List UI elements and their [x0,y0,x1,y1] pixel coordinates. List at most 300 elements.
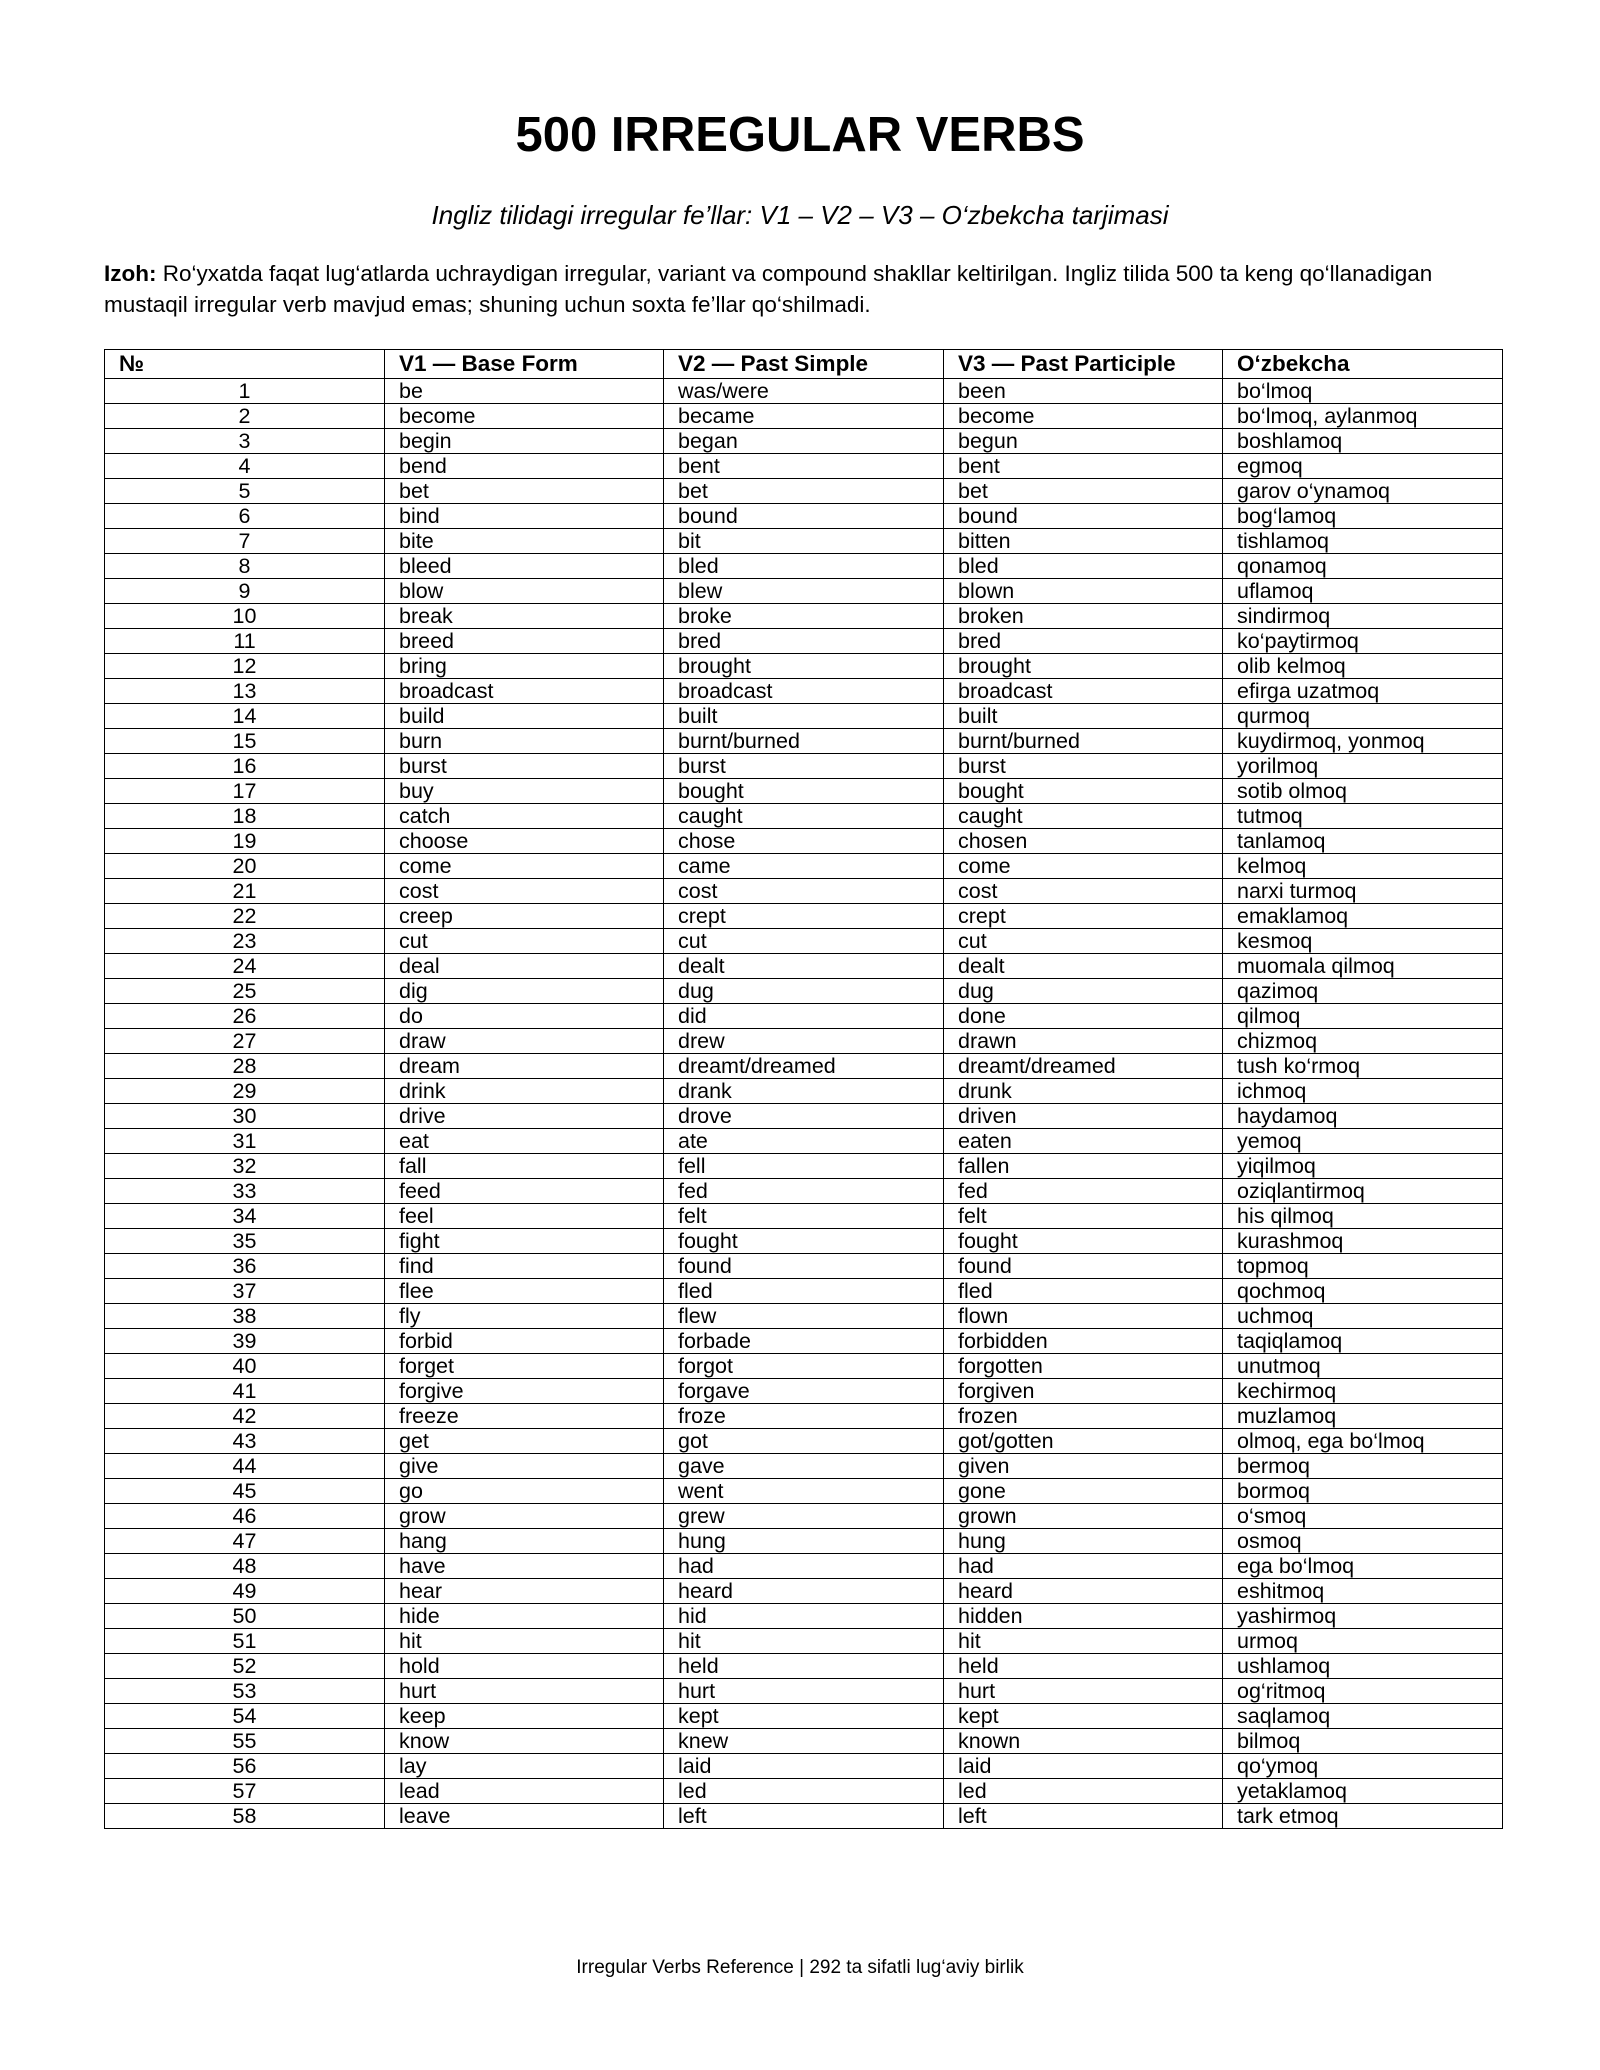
page-subtitle: Ingliz tilidagi irregular fe’llar: V1 – V2 – V3 – O‘zbekcha tarjimasi [431,200,1169,230]
table-row [105,779,1503,804]
cell-v3: cut [944,929,1223,954]
cell-number: 42 [105,1404,385,1429]
cell-v2: bent [664,454,944,479]
table-row [105,704,1503,729]
cell-number: 48 [105,1554,385,1579]
cell-v1: burn [385,729,664,754]
cell-uzbek: garov o‘ynamoq [1223,479,1503,504]
cell-number: 49 [105,1579,385,1604]
cell-number: 22 [105,904,385,929]
cell-uzbek: bo‘lmoq [1223,379,1503,404]
cell-v3: fought [944,1229,1223,1254]
cell-uzbek: ichmoq [1223,1079,1503,1104]
cell-uzbek: taqiqlamoq [1223,1329,1503,1354]
table-row [105,654,1503,679]
table-row [105,1704,1503,1729]
cell-uzbek: yashirmoq [1223,1604,1503,1629]
cell-uzbek: egmoq [1223,454,1503,479]
table-row [105,1629,1503,1654]
cell-v2: fed [664,1179,944,1204]
cell-number: 21 [105,879,385,904]
table-row [105,1679,1503,1704]
table-row [105,1129,1503,1154]
cell-v1: drink [385,1079,664,1104]
cell-v2: broke [664,604,944,629]
cell-v3: become [944,404,1223,429]
cell-v2: laid [664,1754,944,1779]
cell-v3: bet [944,479,1223,504]
cell-v2: dreamt/dreamed [664,1054,944,1079]
cell-uzbek: ko‘paytirmoq [1223,629,1503,654]
cell-v1: leave [385,1804,664,1829]
cell-v1: breed [385,629,664,654]
cell-uzbek: boshlamoq [1223,429,1503,454]
cell-v1: forbid [385,1329,664,1354]
cell-v2: burnt/burned [664,729,944,754]
cell-v1: begin [385,429,664,454]
cell-v1: hit [385,1629,664,1654]
cell-number: 9 [105,579,385,604]
note-text: Ro‘yxatda faqat lug‘atlarda uchraydigan irregular, variant va compound shakllar keltirilgan. Ingliz tilida 500 ta keng qo‘llanadigan mustaqil irregular verb mavjud emas; shuning uchun soxta fe’llar qo‘shilmadi. [104,261,1433,317]
cell-v2: froze [664,1404,944,1429]
cell-v3: hung [944,1529,1223,1554]
cell-uzbek: yetaklamoq [1223,1779,1503,1804]
cell-v1: cut [385,929,664,954]
cell-number: 15 [105,729,385,754]
cell-v3: built [944,704,1223,729]
header-v3: V3 — Past Participle [944,350,1223,379]
cell-v1: build [385,704,664,729]
cell-number: 46 [105,1504,385,1529]
cell-v1: keep [385,1704,664,1729]
cell-uzbek: tanlamoq [1223,829,1503,854]
cell-v3: forgotten [944,1354,1223,1379]
cell-v3: bent [944,454,1223,479]
cell-v3: hidden [944,1604,1223,1629]
cell-v3: had [944,1554,1223,1579]
cell-v2: heard [664,1579,944,1604]
cell-number: 11 [105,629,385,654]
cell-number: 31 [105,1129,385,1154]
cell-v3: bought [944,779,1223,804]
cell-v3: caught [944,804,1223,829]
cell-number: 16 [105,754,385,779]
cell-v3: driven [944,1104,1223,1129]
cell-v2: got [664,1429,944,1454]
table-row [105,1454,1503,1479]
cell-v3: cost [944,879,1223,904]
cell-number: 39 [105,1329,385,1354]
cell-uzbek: eshitmoq [1223,1579,1503,1604]
table-row [105,1529,1503,1554]
cell-v3: led [944,1779,1223,1804]
cell-number: 4 [105,454,385,479]
cell-v3: crept [944,904,1223,929]
cell-v1: hide [385,1604,664,1629]
cell-v3: done [944,1004,1223,1029]
cell-number: 8 [105,554,385,579]
cell-uzbek: ega bo‘lmoq [1223,1554,1503,1579]
cell-v2: fought [664,1229,944,1254]
cell-number: 2 [105,404,385,429]
cell-uzbek: chizmoq [1223,1029,1503,1054]
cell-number: 35 [105,1229,385,1254]
cell-number: 19 [105,829,385,854]
cell-number: 54 [105,1704,385,1729]
cell-v3: broken [944,604,1223,629]
cell-uzbek: og‘ritmoq [1223,1679,1503,1704]
cell-v3: eaten [944,1129,1223,1154]
table-row [105,404,1503,429]
cell-number: 24 [105,954,385,979]
cell-v1: get [385,1429,664,1454]
cell-number: 13 [105,679,385,704]
cell-uzbek: qonamoq [1223,554,1503,579]
cell-v2: bit [664,529,944,554]
table-row [105,1404,1503,1429]
cell-v1: be [385,379,664,404]
verbs-table [104,349,1503,1829]
cell-uzbek: yemoq [1223,1129,1503,1154]
cell-v2: hit [664,1629,944,1654]
cell-v1: find [385,1254,664,1279]
page-title: 500 IRREGULAR VERBS [515,108,1085,162]
cell-v3: held [944,1654,1223,1679]
table-row [105,1504,1503,1529]
table-row [105,1304,1503,1329]
cell-uzbek: yorilmoq [1223,754,1503,779]
cell-uzbek: haydamoq [1223,1104,1503,1129]
cell-uzbek: urmoq [1223,1629,1503,1654]
cell-v3: felt [944,1204,1223,1229]
cell-number: 51 [105,1629,385,1654]
table-row [105,1554,1503,1579]
cell-uzbek: olmoq, ega bo‘lmoq [1223,1429,1503,1454]
cell-uzbek: tush ko‘rmoq [1223,1054,1503,1079]
cell-v1: bend [385,454,664,479]
cell-v1: hold [385,1654,664,1679]
cell-v2: grew [664,1504,944,1529]
cell-v2: hurt [664,1679,944,1704]
cell-number: 30 [105,1104,385,1129]
cell-v1: bind [385,504,664,529]
cell-v2: became [664,404,944,429]
table-row [105,1379,1503,1404]
cell-v2: held [664,1654,944,1679]
cell-uzbek: qazimoq [1223,979,1503,1004]
table-row [105,854,1503,879]
table-body [105,379,1503,1829]
cell-uzbek: tishlamoq [1223,529,1503,554]
cell-v2: went [664,1479,944,1504]
cell-v1: draw [385,1029,664,1054]
cell-uzbek: kesmoq [1223,929,1503,954]
table-row [105,1254,1503,1279]
cell-v3: chosen [944,829,1223,854]
cell-number: 57 [105,1779,385,1804]
cell-number: 44 [105,1454,385,1479]
cell-v2: crept [664,904,944,929]
cell-v2: ate [664,1129,944,1154]
cell-v3: forbidden [944,1329,1223,1354]
cell-v1: feel [385,1204,664,1229]
cell-v1: deal [385,954,664,979]
cell-number: 40 [105,1354,385,1379]
table-row [105,1479,1503,1504]
cell-v3: gone [944,1479,1223,1504]
cell-uzbek: kuydirmoq, yonmoq [1223,729,1503,754]
cell-number: 56 [105,1754,385,1779]
cell-v3: burnt/burned [944,729,1223,754]
table-row [105,879,1503,904]
cell-v3: frozen [944,1404,1223,1429]
cell-v3: brought [944,654,1223,679]
cell-number: 23 [105,929,385,954]
cell-v2: bred [664,629,944,654]
cell-v3: come [944,854,1223,879]
cell-v3: dug [944,979,1223,1004]
cell-v3: kept [944,1704,1223,1729]
cell-number: 41 [105,1379,385,1404]
cell-v1: fall [385,1154,664,1179]
cell-uzbek: topmoq [1223,1254,1503,1279]
cell-uzbek: kurashmoq [1223,1229,1503,1254]
cell-number: 33 [105,1179,385,1204]
table-row [105,604,1503,629]
cell-v1: forget [385,1354,664,1379]
cell-v2: fled [664,1279,944,1304]
cell-uzbek: his qilmoq [1223,1204,1503,1229]
cell-v1: cost [385,879,664,904]
table-row [105,1004,1503,1029]
cell-v2: fell [664,1154,944,1179]
cell-v1: blow [385,579,664,604]
cell-v3: drunk [944,1079,1223,1104]
table-row [105,1354,1503,1379]
cell-v2: flew [664,1304,944,1329]
cell-v2: hid [664,1604,944,1629]
cell-v1: fight [385,1229,664,1254]
cell-v3: given [944,1454,1223,1479]
cell-v2: found [664,1254,944,1279]
cell-number: 37 [105,1279,385,1304]
cell-number: 1 [105,379,385,404]
cell-v1: hang [385,1529,664,1554]
cell-uzbek: o‘smoq [1223,1504,1503,1529]
cell-v1: buy [385,779,664,804]
cell-number: 6 [105,504,385,529]
table-row [105,1329,1503,1354]
cell-uzbek: oziqlantirmoq [1223,1179,1503,1204]
cell-number: 47 [105,1529,385,1554]
table-row [105,529,1503,554]
cell-number: 3 [105,429,385,454]
cell-number: 17 [105,779,385,804]
cell-v1: fly [385,1304,664,1329]
cell-v1: become [385,404,664,429]
cell-v2: kept [664,1704,944,1729]
cell-v2: chose [664,829,944,854]
cell-v1: lay [385,1754,664,1779]
cell-v2: bled [664,554,944,579]
cell-number: 26 [105,1004,385,1029]
cell-v3: hurt [944,1679,1223,1704]
table-row [105,1654,1503,1679]
table-row [105,929,1503,954]
table-row [105,629,1503,654]
cell-v1: give [385,1454,664,1479]
table-row [105,1779,1503,1804]
cell-number: 38 [105,1304,385,1329]
cell-v2: dug [664,979,944,1004]
cell-v1: do [385,1004,664,1029]
cell-v2: felt [664,1204,944,1229]
cell-v1: break [385,604,664,629]
cell-uzbek: tark etmoq [1223,1804,1503,1829]
cell-v1: creep [385,904,664,929]
table-row [105,1279,1503,1304]
cell-v2: drove [664,1104,944,1129]
cell-v1: broadcast [385,679,664,704]
cell-uzbek: kelmoq [1223,854,1503,879]
cell-uzbek: qo‘ymoq [1223,1754,1503,1779]
cell-v3: broadcast [944,679,1223,704]
cell-uzbek: uchmoq [1223,1304,1503,1329]
cell-number: 29 [105,1079,385,1104]
cell-v2: gave [664,1454,944,1479]
cell-uzbek: ushlamoq [1223,1654,1503,1679]
cell-uzbek: muzlamoq [1223,1404,1503,1429]
note-paragraph [104,258,1504,320]
cell-number: 27 [105,1029,385,1054]
cell-v1: dig [385,979,664,1004]
cell-v3: dreamt/dreamed [944,1054,1223,1079]
table-row [105,1579,1503,1604]
cell-number: 53 [105,1679,385,1704]
cell-v2: bound [664,504,944,529]
cell-v2: began [664,429,944,454]
cell-uzbek: kechirmoq [1223,1379,1503,1404]
cell-uzbek: bog‘lamoq [1223,504,1503,529]
note-label: Izoh: [104,261,157,286]
cell-v2: cost [664,879,944,904]
cell-number: 43 [105,1429,385,1454]
cell-number: 5 [105,479,385,504]
cell-v3: laid [944,1754,1223,1779]
cell-v1: go [385,1479,664,1504]
cell-uzbek: sindirmoq [1223,604,1503,629]
table-row [105,954,1503,979]
cell-v2: did [664,1004,944,1029]
cell-v3: heard [944,1579,1223,1604]
cell-v1: know [385,1729,664,1754]
cell-v1: catch [385,804,664,829]
cell-v2: dealt [664,954,944,979]
table-row [105,804,1503,829]
cell-v1: eat [385,1129,664,1154]
table-row [105,1079,1503,1104]
cell-number: 32 [105,1154,385,1179]
cell-v3: grown [944,1504,1223,1529]
cell-v2: forgave [664,1379,944,1404]
cell-number: 28 [105,1054,385,1079]
cell-number: 25 [105,979,385,1004]
cell-v2: hung [664,1529,944,1554]
cell-v1: bleed [385,554,664,579]
cell-v3: hit [944,1629,1223,1654]
page-footer: Irregular Verbs Reference | 292 ta sifatli lug‘aviy birlik [576,1957,1024,1978]
cell-uzbek: muomala qilmoq [1223,954,1503,979]
cell-number: 14 [105,704,385,729]
cell-v3: begun [944,429,1223,454]
table-row [105,1229,1503,1254]
cell-v2: blew [664,579,944,604]
table-row [105,379,1503,404]
cell-v1: feed [385,1179,664,1204]
cell-v1: choose [385,829,664,854]
cell-number: 7 [105,529,385,554]
cell-v1: come [385,854,664,879]
cell-number: 55 [105,1729,385,1754]
table-row [105,1204,1503,1229]
cell-v2: had [664,1554,944,1579]
table-row [105,1604,1503,1629]
cell-v1: bring [385,654,664,679]
cell-number: 58 [105,1804,385,1829]
cell-v1: hear [385,1579,664,1604]
cell-v1: dream [385,1054,664,1079]
cell-v2: left [664,1804,944,1829]
cell-v3: bitten [944,529,1223,554]
cell-uzbek: unutmoq [1223,1354,1503,1379]
header-v1: V1 — Base Form [385,350,664,379]
cell-uzbek: emaklamoq [1223,904,1503,929]
cell-number: 18 [105,804,385,829]
table-row [105,729,1503,754]
cell-v3: bred [944,629,1223,654]
cell-v2: burst [664,754,944,779]
table-header-row [105,350,1503,379]
cell-v3: known [944,1729,1223,1754]
cell-v2: caught [664,804,944,829]
table-row [105,679,1503,704]
cell-uzbek: bermoq [1223,1454,1503,1479]
cell-v3: fled [944,1279,1223,1304]
header-number: № [105,350,385,379]
cell-v2: forgot [664,1354,944,1379]
cell-v2: drew [664,1029,944,1054]
cell-v1: grow [385,1504,664,1529]
table-row [105,904,1503,929]
table-row [105,1754,1503,1779]
cell-v3: bled [944,554,1223,579]
cell-v1: burst [385,754,664,779]
table-row [105,1429,1503,1454]
cell-number: 36 [105,1254,385,1279]
header-v2: V2 — Past Simple [664,350,944,379]
cell-v1: bite [385,529,664,554]
cell-v2: forbade [664,1329,944,1354]
cell-v1: forgive [385,1379,664,1404]
cell-v1: bet [385,479,664,504]
cell-v2: knew [664,1729,944,1754]
cell-v2: drank [664,1079,944,1104]
table-row [105,554,1503,579]
cell-v3: got/gotten [944,1429,1223,1454]
table-row [105,1154,1503,1179]
cell-v2: cut [664,929,944,954]
cell-v3: bound [944,504,1223,529]
